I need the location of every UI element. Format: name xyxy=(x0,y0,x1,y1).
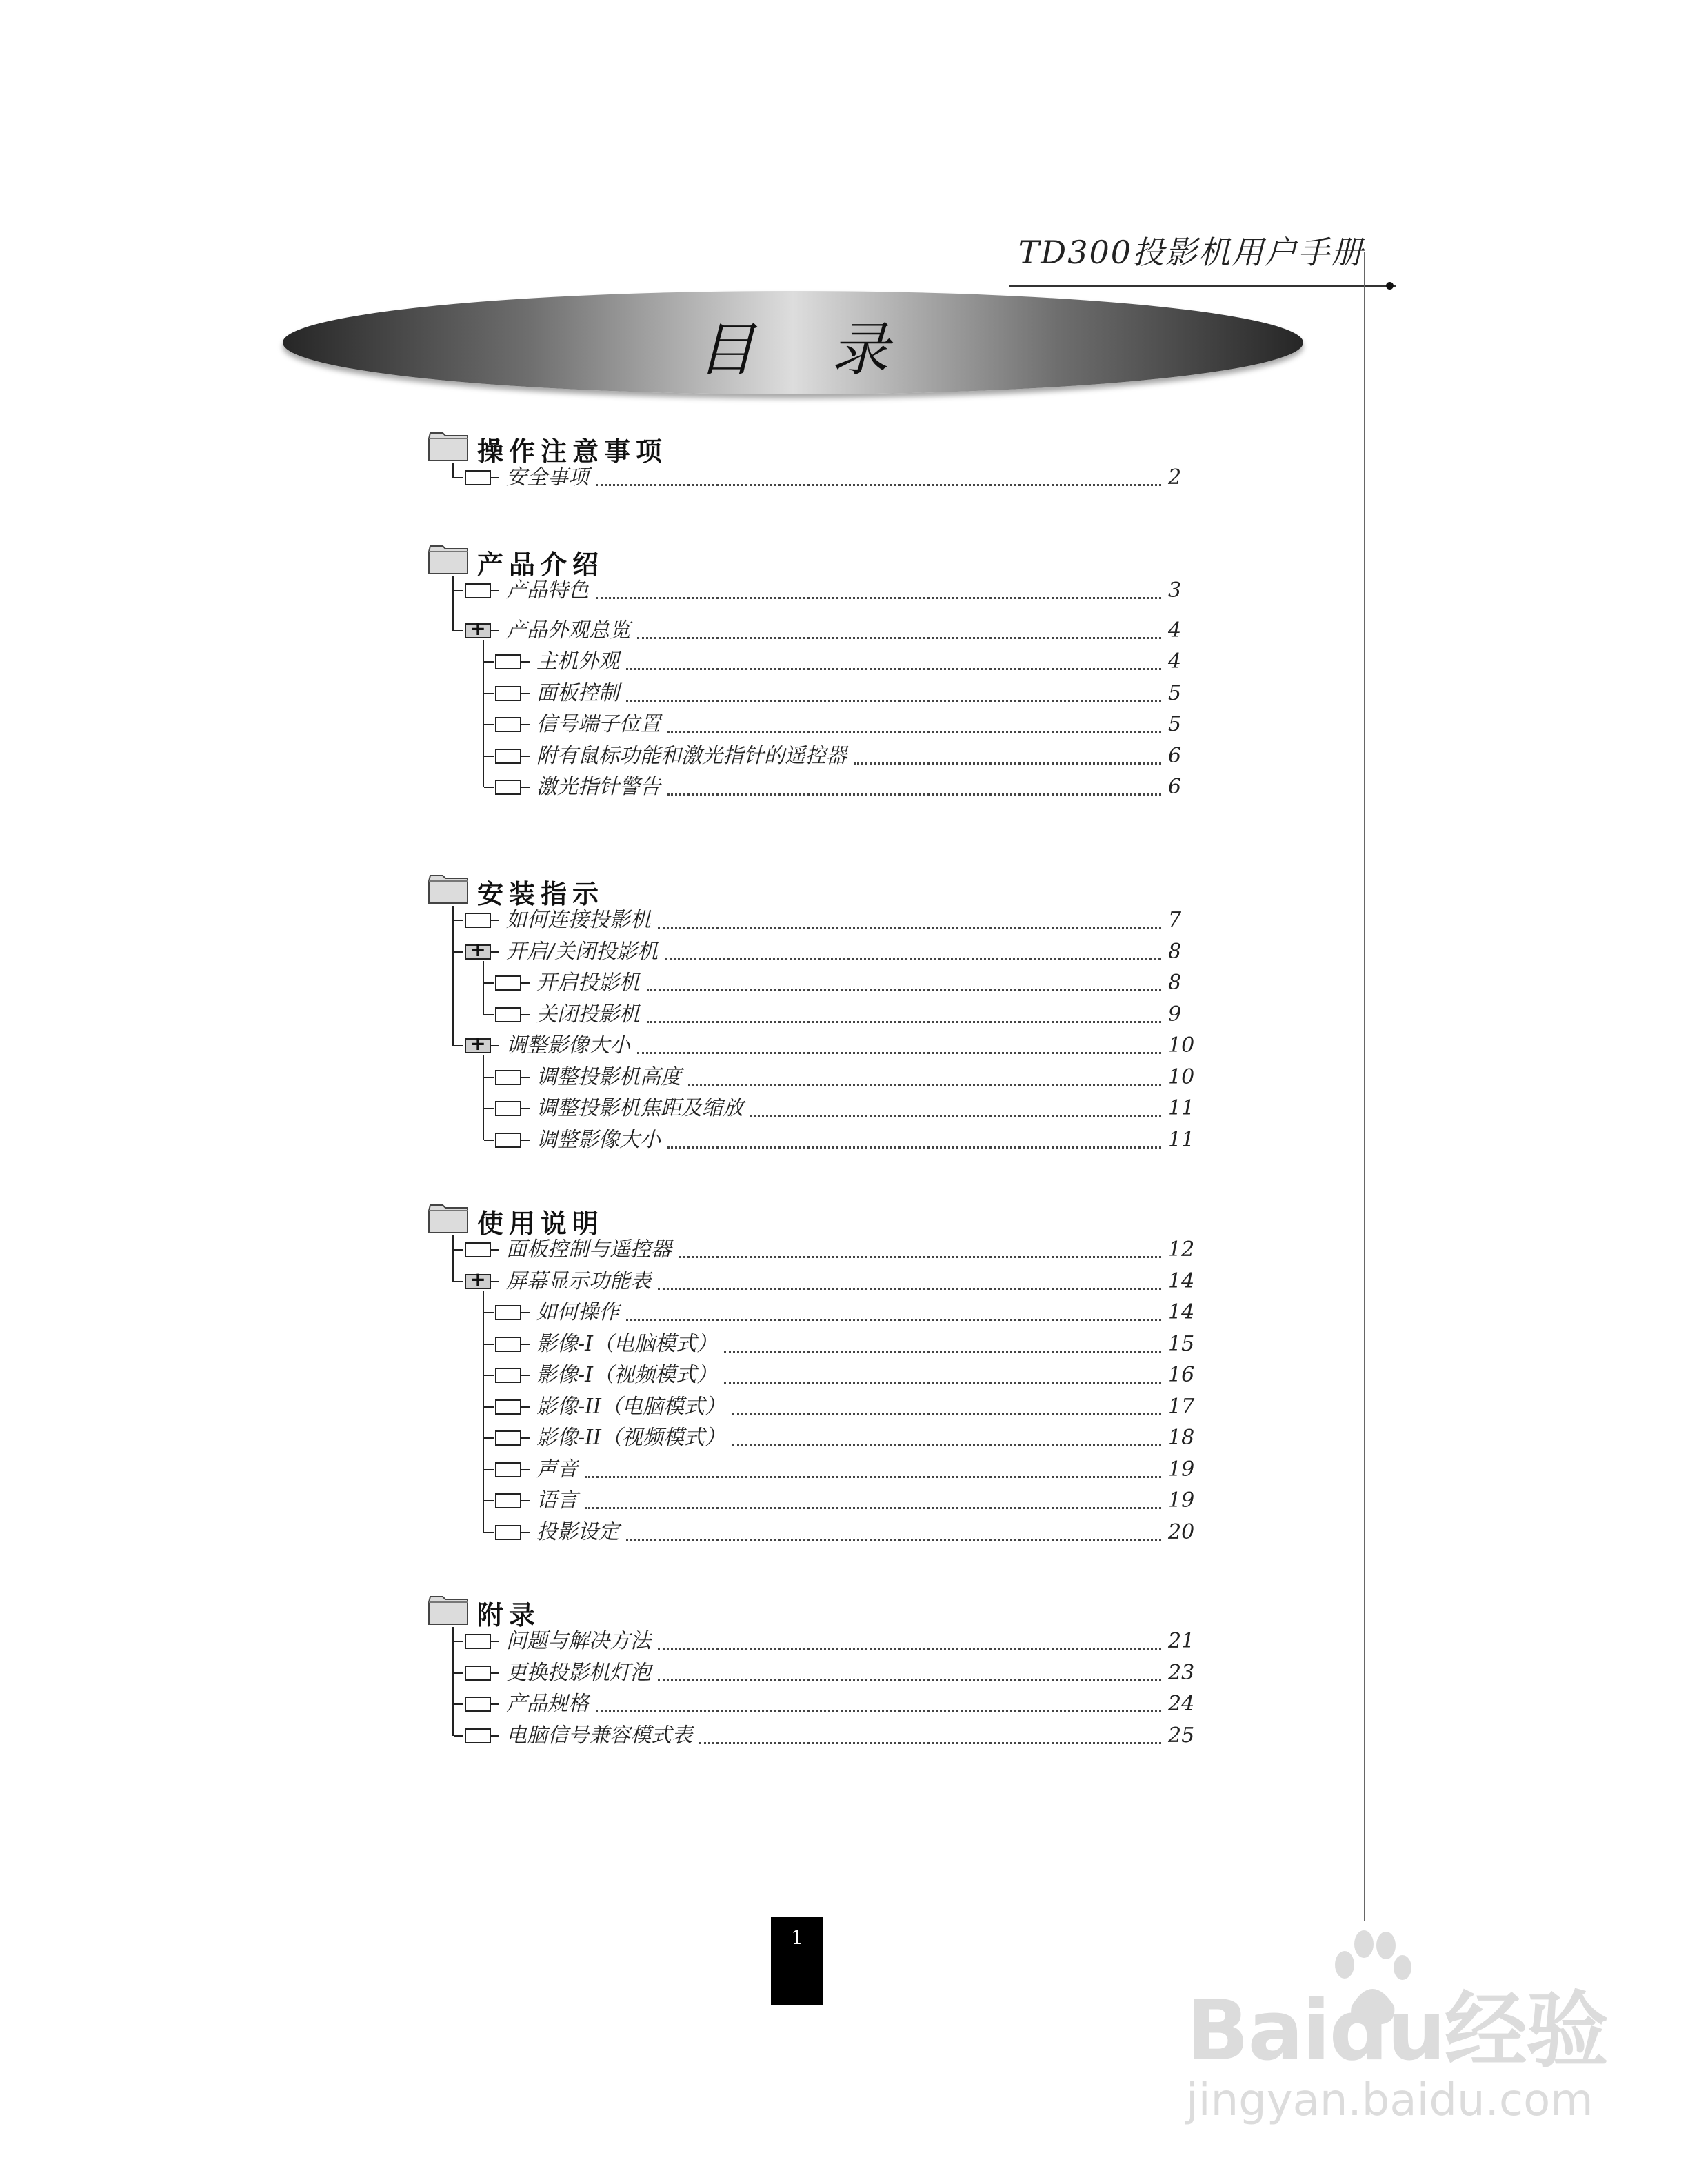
tree-tail xyxy=(521,1140,530,1141)
entry-page: 10 xyxy=(1168,1033,1195,1058)
entry-page: 18 xyxy=(1168,1426,1195,1450)
entry-text xyxy=(536,1328,1200,1360)
tree-tail xyxy=(491,1641,499,1642)
folder-icon xyxy=(428,545,469,575)
tree-branch xyxy=(454,1703,463,1705)
tree-branch xyxy=(484,982,494,984)
entry-label: 调整影像大小 xyxy=(536,1127,661,1152)
entry-label: 影像-II（视频模式） xyxy=(536,1426,725,1450)
page-box-icon xyxy=(495,1399,521,1415)
tree-branch xyxy=(484,756,494,757)
toc-subentry[interactable] xyxy=(0,1093,1688,1124)
entry-label: 影像-I（视频模式） xyxy=(536,1363,717,1387)
tree-tail xyxy=(521,1469,530,1470)
toc-entry[interactable] xyxy=(0,1657,1688,1689)
tree-tail xyxy=(521,661,530,663)
entry-page: 7 xyxy=(1168,908,1182,932)
tree-branch xyxy=(484,724,494,725)
tree-branch xyxy=(484,1344,494,1345)
dot-leader xyxy=(637,636,1161,639)
page-box-icon xyxy=(495,686,521,701)
entry-text xyxy=(506,1657,1200,1689)
toc-entry[interactable] xyxy=(0,575,1688,607)
entry-text xyxy=(536,1093,1200,1124)
entry-text xyxy=(506,575,1200,607)
entry-label: 开启/关闭投影机 xyxy=(506,939,659,964)
page-box-icon xyxy=(495,654,521,669)
toc-subentry[interactable] xyxy=(0,999,1688,1031)
entry-page: 8 xyxy=(1168,939,1182,964)
entry-text xyxy=(536,771,1200,803)
tree-line xyxy=(483,640,484,788)
tree-tail xyxy=(521,1500,530,1502)
entry-page: 3 xyxy=(1168,578,1182,603)
entry-label: 产品外观总览 xyxy=(506,618,630,643)
entry-text xyxy=(536,1517,1200,1548)
section-title: 操作注意事项 xyxy=(477,436,668,467)
tree-branch xyxy=(454,951,463,953)
toc-subentry[interactable] xyxy=(0,1485,1688,1517)
page-box-icon xyxy=(495,1462,521,1477)
page-box-icon xyxy=(465,470,491,485)
manual-title: TD300投影机用户手册 xyxy=(1018,234,1364,271)
tree-tail xyxy=(521,756,530,757)
tree-line xyxy=(452,1235,454,1282)
tree-branch xyxy=(484,1077,494,1078)
tree-tail xyxy=(521,1077,530,1078)
toc-subentry[interactable] xyxy=(0,1297,1688,1328)
tree-tail xyxy=(521,724,530,725)
page-box-icon xyxy=(465,1697,491,1712)
tree-branch xyxy=(454,1045,463,1046)
folder-icon xyxy=(428,1204,469,1234)
entry-label: 投影设定 xyxy=(536,1519,619,1544)
entry-label: 电脑信号兼容模式表 xyxy=(506,1723,692,1748)
entry-text xyxy=(536,1454,1200,1486)
entry-page: 9 xyxy=(1168,1002,1182,1027)
dot-leader xyxy=(658,1647,1161,1650)
tree-branch xyxy=(454,630,463,631)
page-box-icon xyxy=(495,1493,521,1508)
tree-branch xyxy=(484,1014,494,1015)
page-box-icon xyxy=(495,1430,521,1446)
dot-leader xyxy=(854,762,1161,765)
page-box-icon xyxy=(495,1525,521,1540)
entry-label: 附有鼠标功能和激光指针的遥控器 xyxy=(536,743,847,768)
dot-leader xyxy=(596,483,1161,486)
entry-label: 调整影像大小 xyxy=(506,1033,630,1058)
tree-tail xyxy=(491,1281,499,1282)
entry-page: 25 xyxy=(1168,1723,1195,1748)
toc-subentry[interactable] xyxy=(0,1517,1688,1548)
folder-icon xyxy=(428,1595,469,1626)
entry-page: 17 xyxy=(1168,1394,1195,1419)
entry-label: 如何连接投影机 xyxy=(506,908,651,932)
entry-text xyxy=(536,678,1200,709)
tree-branch xyxy=(454,1249,463,1251)
tree-tail xyxy=(491,630,499,631)
tree-tail xyxy=(491,590,499,592)
entry-page: 19 xyxy=(1168,1488,1195,1513)
entry-label: 调整投影机焦距及缩放 xyxy=(536,1096,743,1120)
toc-entry[interactable] xyxy=(0,936,1688,968)
tree-branch xyxy=(454,477,463,478)
dot-leader xyxy=(724,1350,1161,1353)
tree-tail xyxy=(521,1532,530,1533)
entry-page: 14 xyxy=(1168,1300,1195,1324)
page-box-icon xyxy=(495,1368,521,1383)
entry-text xyxy=(536,646,1200,678)
entry-page: 20 xyxy=(1168,1519,1195,1544)
tree-branch xyxy=(484,1469,494,1470)
entry-text xyxy=(506,1030,1200,1062)
dot-leader xyxy=(750,1114,1161,1117)
entry-text xyxy=(536,1359,1200,1391)
entry-page: 15 xyxy=(1168,1331,1195,1356)
entry-label: 更换投影机灯泡 xyxy=(506,1660,651,1685)
dot-leader xyxy=(679,1255,1161,1258)
toc-entry[interactable] xyxy=(0,904,1688,936)
entry-text xyxy=(506,1234,1200,1266)
toc-subentry[interactable] xyxy=(0,1062,1688,1093)
tree-branch xyxy=(454,1735,463,1737)
entry-page: 6 xyxy=(1168,743,1182,768)
dot-leader xyxy=(658,926,1161,929)
entry-page: 21 xyxy=(1168,1629,1195,1653)
toc-entry[interactable] xyxy=(0,1720,1688,1752)
page-box-icon xyxy=(465,1634,491,1649)
tree-branch xyxy=(484,787,494,788)
dot-leader xyxy=(585,1506,1161,1509)
page-box-icon xyxy=(495,1337,521,1352)
entry-page: 23 xyxy=(1168,1660,1195,1685)
toc-subentry[interactable] xyxy=(0,709,1688,740)
toc-entry[interactable] xyxy=(0,1688,1688,1720)
entry-label: 屏幕显示功能表 xyxy=(506,1268,651,1293)
tree-tail xyxy=(521,1406,530,1408)
entry-label: 调整投影机高度 xyxy=(536,1064,681,1089)
entry-page: 5 xyxy=(1168,712,1182,736)
entry-label: 安全事项 xyxy=(506,465,589,489)
page-box-icon xyxy=(465,913,491,928)
entry-text xyxy=(506,1688,1200,1720)
tree-tail xyxy=(521,693,530,694)
dot-leader xyxy=(658,1679,1161,1681)
entry-label: 如何操作 xyxy=(536,1300,619,1324)
entry-label: 面板控制 xyxy=(536,680,619,705)
tree-tail xyxy=(491,1703,499,1705)
page-box-icon xyxy=(495,975,521,991)
contents-title: 目录 xyxy=(696,316,965,383)
dot-leader xyxy=(637,1051,1161,1054)
tree-tail xyxy=(521,787,530,788)
expand-plus-icon xyxy=(465,623,491,638)
toc-entry[interactable] xyxy=(0,1626,1688,1657)
tree-branch xyxy=(484,1500,494,1502)
toc-entry[interactable] xyxy=(0,615,1688,647)
expand-plus-icon xyxy=(465,1274,491,1289)
tree-tail xyxy=(491,1735,499,1737)
tree-line xyxy=(483,1055,484,1140)
entry-page: 14 xyxy=(1168,1268,1195,1293)
entry-text xyxy=(536,740,1200,772)
tree-branch xyxy=(484,661,494,663)
tree-branch xyxy=(484,1375,494,1376)
dot-leader xyxy=(724,1381,1161,1384)
dot-leader xyxy=(647,989,1161,991)
toc-subentry[interactable] xyxy=(0,678,1688,709)
entry-page: 5 xyxy=(1168,680,1182,705)
toc-entry[interactable] xyxy=(0,1234,1688,1266)
entry-text xyxy=(536,999,1200,1031)
page-number: 1 xyxy=(771,1917,823,2005)
entry-text xyxy=(536,1297,1200,1328)
folder-icon xyxy=(428,432,469,462)
dot-leader xyxy=(626,667,1161,670)
tree-tail xyxy=(521,1312,530,1313)
tree-tail xyxy=(491,920,499,921)
toc-subentry[interactable] xyxy=(0,1328,1688,1360)
dot-leader xyxy=(626,1318,1161,1321)
toc-subentry[interactable] xyxy=(0,771,1688,803)
tree-line xyxy=(452,906,454,1046)
entry-text xyxy=(506,904,1200,936)
entry-label: 关闭投影机 xyxy=(536,1002,640,1027)
toc-subentry[interactable] xyxy=(0,1422,1688,1454)
entry-text xyxy=(506,462,1200,494)
section-title: 安装指示 xyxy=(477,878,605,909)
entry-page: 8 xyxy=(1168,971,1182,995)
entry-page: 6 xyxy=(1168,775,1182,799)
dot-leader xyxy=(626,1538,1161,1541)
tree-branch xyxy=(454,590,463,592)
tree-branch xyxy=(454,920,463,921)
tree-branch xyxy=(484,1108,494,1109)
tree-tail xyxy=(521,1375,530,1376)
dot-leader xyxy=(596,1710,1161,1712)
entry-text xyxy=(506,936,1200,968)
toc-subentry[interactable] xyxy=(0,646,1688,678)
page-box-icon xyxy=(495,1070,521,1085)
entry-label: 面板控制与遥控器 xyxy=(506,1237,672,1262)
tree-tail xyxy=(521,1014,530,1015)
dot-leader xyxy=(667,1146,1161,1149)
entry-page: 2 xyxy=(1168,465,1182,489)
entry-text xyxy=(536,1422,1200,1454)
dot-leader xyxy=(658,1287,1161,1290)
baidu-watermark xyxy=(1186,1923,1607,2144)
entry-text xyxy=(506,1626,1200,1657)
page-box-icon xyxy=(495,1101,521,1116)
toc-entry[interactable] xyxy=(0,1266,1688,1297)
tree-branch xyxy=(454,1641,463,1642)
tree-line xyxy=(483,1291,484,1533)
tree-tail xyxy=(491,1045,499,1046)
dot-leader xyxy=(585,1475,1161,1478)
tree-branch xyxy=(484,1140,494,1141)
entry-text xyxy=(536,967,1200,999)
page-box-icon xyxy=(495,1007,521,1022)
entry-label: 影像-II（电脑模式） xyxy=(536,1394,725,1419)
entry-label: 产品特色 xyxy=(506,578,589,603)
dot-leader xyxy=(699,1741,1161,1744)
tree-tail xyxy=(521,1108,530,1109)
entry-label: 问题与解决方法 xyxy=(506,1629,651,1653)
page-box-icon xyxy=(495,1305,521,1320)
toc-subentry[interactable] xyxy=(0,1359,1688,1391)
dot-leader xyxy=(732,1444,1161,1446)
tree-line xyxy=(483,961,484,1015)
dot-leader xyxy=(596,596,1161,599)
entry-label: 信号端子位置 xyxy=(536,712,661,736)
entry-label: 开启投影机 xyxy=(536,971,640,995)
page-box-icon xyxy=(465,1242,491,1257)
tree-branch xyxy=(484,1437,494,1439)
tree-tail xyxy=(521,982,530,984)
expand-plus-icon xyxy=(465,1038,491,1053)
entry-page: 24 xyxy=(1168,1692,1195,1716)
entry-page: 16 xyxy=(1168,1363,1195,1387)
dot-leader xyxy=(647,1020,1161,1023)
dot-leader xyxy=(688,1083,1161,1086)
tree-line xyxy=(452,463,454,478)
entry-label: 声音 xyxy=(536,1457,578,1482)
toc-subentry[interactable] xyxy=(0,740,1688,772)
tree-branch xyxy=(484,1532,494,1533)
entry-label: 影像-I（电脑模式） xyxy=(536,1331,717,1356)
tree-line xyxy=(452,1627,454,1736)
expand-plus-icon xyxy=(465,944,491,960)
watermark-url: jingyan.baidu.com xyxy=(1186,2075,1594,2126)
page-box-icon xyxy=(495,749,521,764)
toc-subentry[interactable] xyxy=(0,967,1688,999)
entry-label: 语言 xyxy=(536,1488,578,1513)
entry-label: 激光指针警告 xyxy=(536,775,661,799)
toc-entry[interactable] xyxy=(0,1030,1688,1062)
entry-page: 10 xyxy=(1168,1064,1195,1089)
toc-entry[interactable] xyxy=(0,462,1688,494)
section-title: 附录 xyxy=(477,1599,541,1630)
dot-leader xyxy=(665,958,1161,960)
page-box-icon xyxy=(465,1728,491,1743)
entry-text xyxy=(536,1391,1200,1423)
page-box-icon xyxy=(495,717,521,732)
tree-branch xyxy=(484,1406,494,1408)
tree-branch xyxy=(454,1672,463,1674)
entry-text xyxy=(506,1720,1200,1752)
folder-icon xyxy=(428,874,469,904)
dot-leader xyxy=(626,699,1161,702)
tree-tail xyxy=(491,951,499,953)
entry-text xyxy=(536,1124,1200,1156)
page-box-icon xyxy=(465,583,491,598)
entry-page: 11 xyxy=(1168,1127,1195,1152)
entry-text xyxy=(506,1266,1200,1297)
entry-page: 4 xyxy=(1168,618,1182,643)
page-box-icon xyxy=(465,1666,491,1681)
dot-leader xyxy=(732,1413,1161,1415)
tree-branch xyxy=(484,1312,494,1313)
page-box-icon xyxy=(495,1133,521,1148)
entry-text xyxy=(506,615,1200,647)
dot-leader xyxy=(667,793,1161,796)
entry-page: 19 xyxy=(1168,1457,1195,1482)
tree-tail xyxy=(491,1249,499,1251)
tree-tail xyxy=(491,477,499,478)
tree-tail xyxy=(521,1344,530,1345)
toc-subentry[interactable] xyxy=(0,1454,1688,1486)
section-title: 使用说明 xyxy=(477,1208,605,1239)
toc-subentry[interactable] xyxy=(0,1391,1688,1423)
toc-subentry[interactable] xyxy=(0,1124,1688,1156)
entry-label: 产品规格 xyxy=(506,1692,589,1716)
tree-tail xyxy=(491,1672,499,1674)
entry-label: 主机外观 xyxy=(536,649,619,674)
entry-text xyxy=(536,709,1200,740)
tree-tail xyxy=(521,1437,530,1439)
entry-text xyxy=(536,1062,1200,1093)
entry-text xyxy=(536,1485,1200,1517)
dot-leader xyxy=(667,730,1161,733)
page-box-icon xyxy=(495,780,521,795)
tree-line xyxy=(452,576,454,631)
entry-page: 4 xyxy=(1168,649,1182,674)
entry-page: 11 xyxy=(1168,1096,1195,1120)
watermark-brand: Baidu经验 xyxy=(1186,1983,1607,2079)
tree-branch xyxy=(484,693,494,694)
tree-branch xyxy=(454,1281,463,1282)
entry-page: 12 xyxy=(1168,1237,1195,1262)
section-title: 产品介绍 xyxy=(477,549,605,580)
